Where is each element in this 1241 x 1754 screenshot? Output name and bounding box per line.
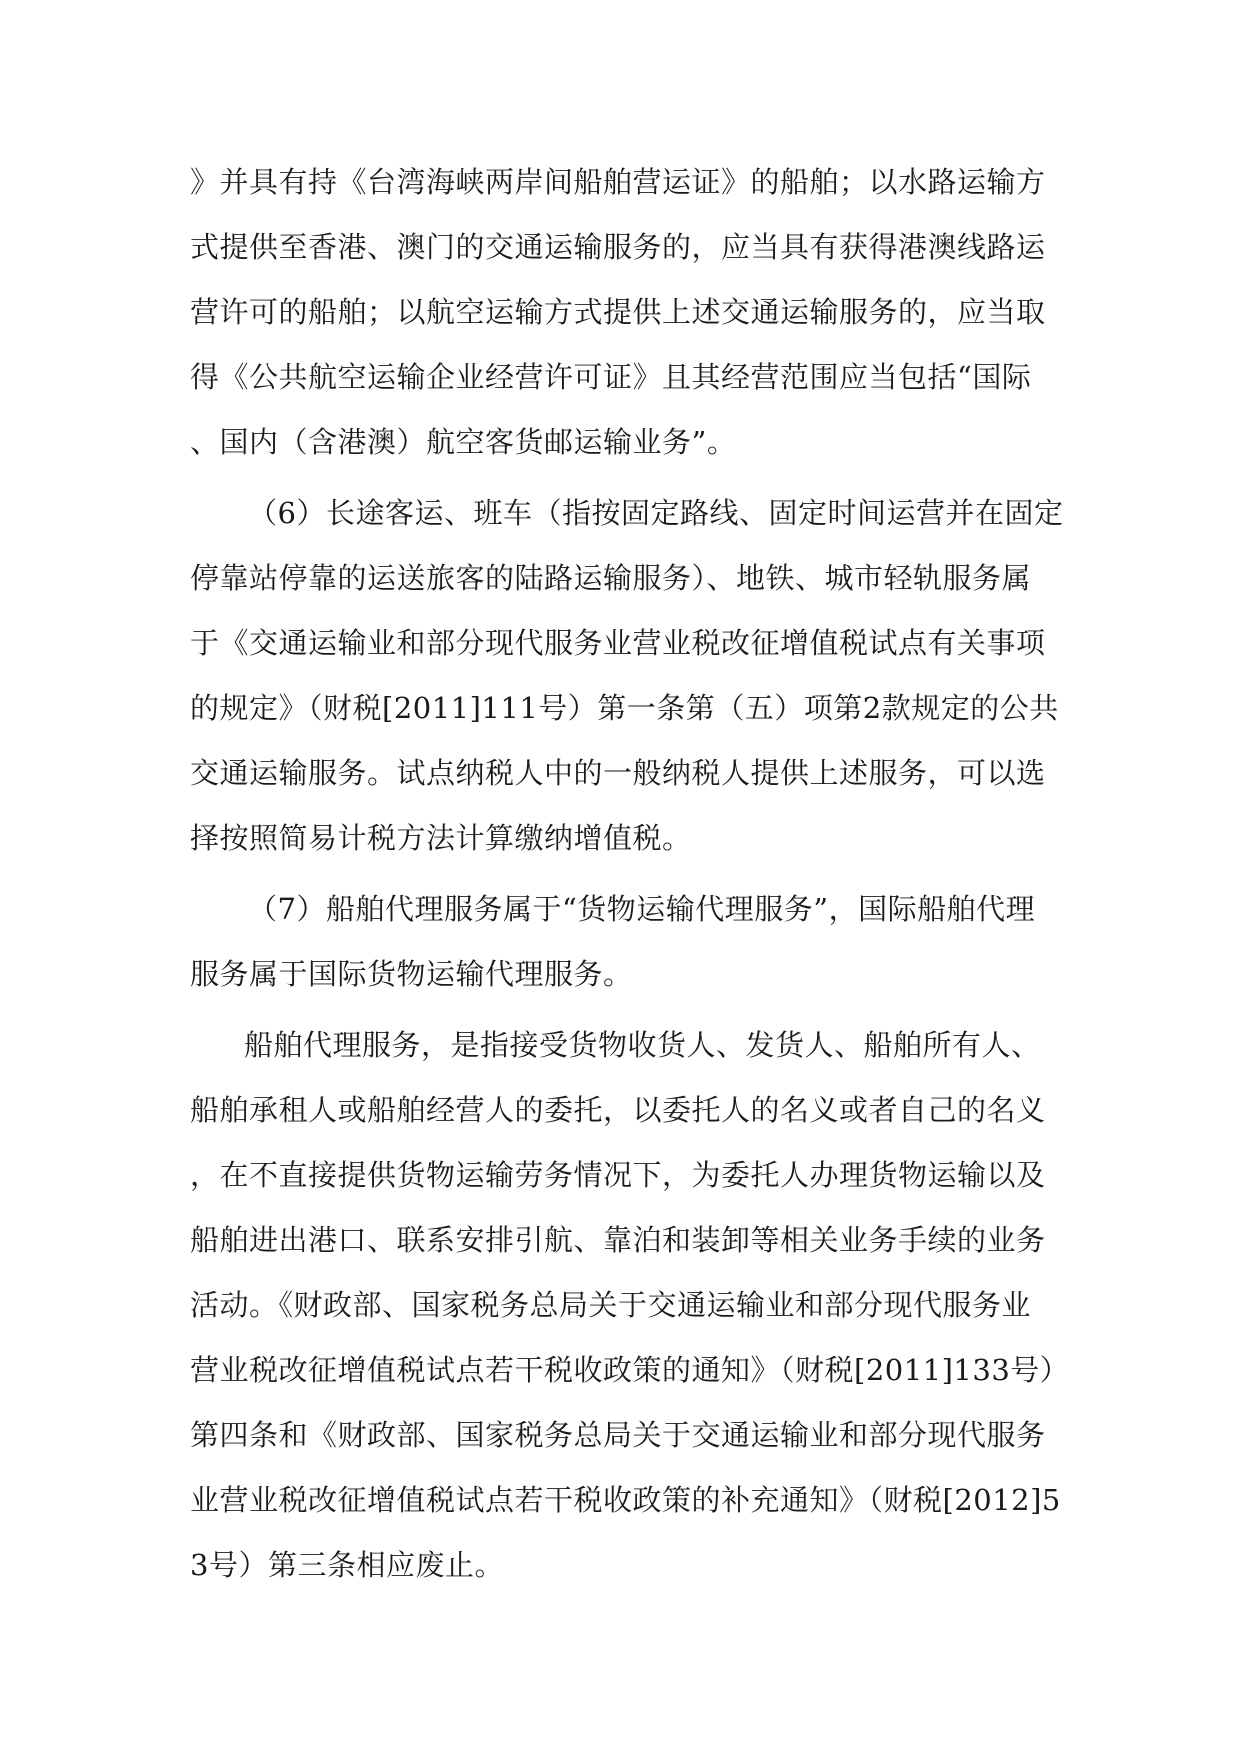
text-line: ，在不直接提供货物运输劳务情况下，为委托人办理货物运输以及 xyxy=(190,1158,1046,1192)
text-line: 第四条和《财政部、国家税务总局关于交通运输业和部分现代服务 xyxy=(190,1418,1046,1452)
text-line: 择按照简易计税方法计算缴纳增值税。 xyxy=(190,821,692,855)
text-line: （7）船舶代理服务属于“货物运输代理服务”，国际船舶代理 xyxy=(248,892,1036,926)
text-line: 营许可的船舶；以航空运输方式提供上述交通运输服务的，应当取 xyxy=(190,295,1046,329)
text-line: 活动。《财政部、国家税务总局关于交通运输业和部分现代服务业 xyxy=(190,1288,1032,1322)
text-line: （6）长途客运、班车（指按固定路线、固定时间运营并在固定 xyxy=(248,496,1064,530)
document-page xyxy=(190,150,1070,1598)
text-line: 的规定》（财税[2011]111号）第一条第（五）项第2款规定的公共 xyxy=(190,691,1059,725)
text-line: 、国内（含港澳）航空客货邮运输业务”。 xyxy=(190,425,737,459)
text-line: 服务属于国际货物运输代理服务。 xyxy=(190,957,633,991)
text-line: 营业税改征增值税试点若干税收政策的通知》（财税[2011]133号） xyxy=(190,1353,1070,1387)
text-line: 得《公共航空运输企业经营许可证》且其经营范围应当包括“国际 xyxy=(190,360,1032,394)
paragraph-item-6 xyxy=(190,481,1070,871)
text-line: 船舶进出港口、联系安排引航、靠泊和装卸等相关业务手续的业务 xyxy=(190,1223,1046,1257)
text-line: 式提供至香港、澳门的交通运输服务的，应当具有获得港澳线路运 xyxy=(190,230,1046,264)
text-line: 于《交通运输业和部分现代服务业营业税改征增值税试点有关事项 xyxy=(190,626,1046,660)
text-line: 船舶代理服务，是指接受货物收货人、发货人、船舶所有人、 xyxy=(244,1028,1041,1062)
paragraph-ship-agency xyxy=(190,1013,1070,1598)
paragraph-item-7 xyxy=(190,877,1070,1007)
text-line: 停靠站停靠的运送旅客的陆路运输服务）、地铁、城市轻轨服务属 xyxy=(190,561,1032,595)
text-line: 交通运输服务。试点纳税人中的一般纳税人提供上述服务，可以选 xyxy=(190,756,1046,790)
paragraph-continuation xyxy=(190,150,1070,475)
text-line: 3号）第三条相应废止。 xyxy=(190,1548,504,1582)
text-line: 业营业税改征增值税试点若干税收政策的补充通知》（财税[2012]5 xyxy=(190,1483,1061,1517)
text-line: 》并具有持《台湾海峡两岸间船舶营运证》的船舶；以水路运输方 xyxy=(190,165,1046,199)
text-line: 船舶承租人或船舶经营人的委托，以委托人的名义或者自己的名义 xyxy=(190,1093,1046,1127)
